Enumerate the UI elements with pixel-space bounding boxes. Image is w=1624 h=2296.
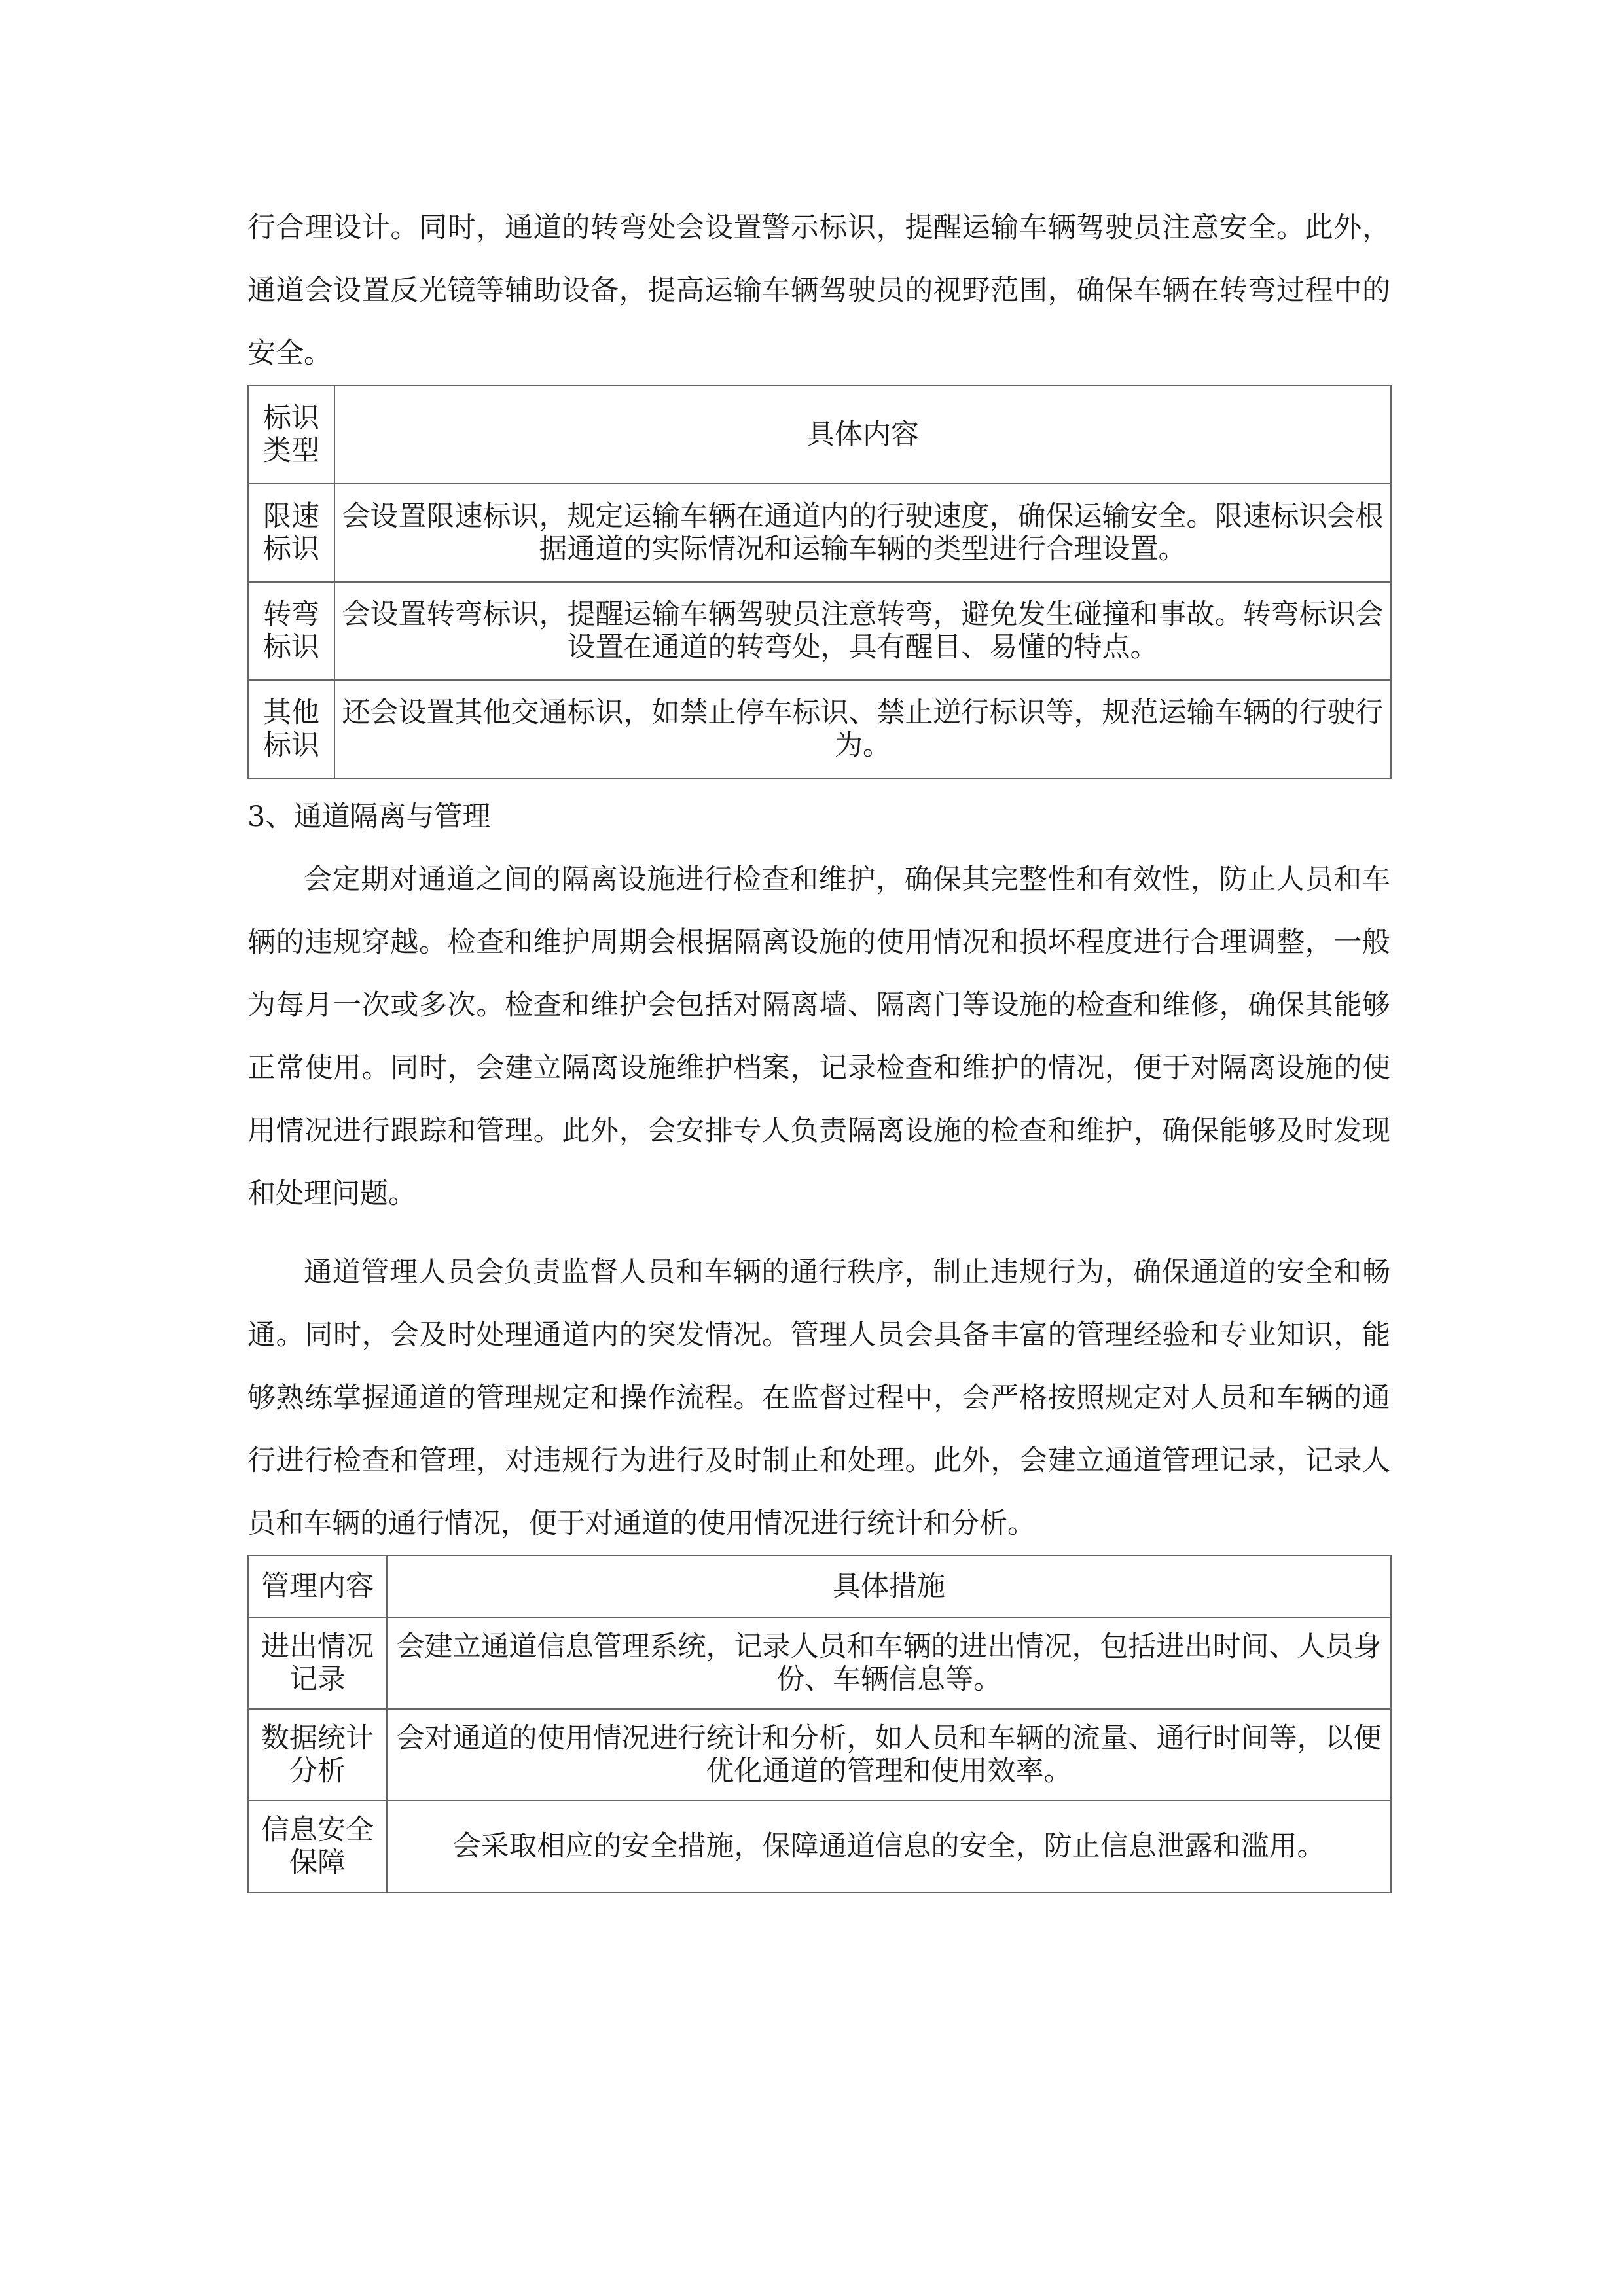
row-content: 会设置限速标识，规定运输车辆在通道内的行驶速度，确保运输安全。限速标识会根据通道的实际情况和运输车辆的类型进行合理设置。 [334,484,1391,582]
table-row [248,1801,1391,1892]
row-label: 其他标识 [248,680,334,778]
table-header-row [248,386,1391,484]
management-paragraph: 通道管理人员会负责监督人员和车辆的通行秩序，制止违规行为，确保通道的安全和畅通。同时，会及时处理通道内的突发情况。管理人员会具备丰富的管理经验和专业知识，能够熟练掌握通道的管理规定和操作流程。在监督过程中，会严格按照规定对人员和车辆的通行进行检查和管理，对违规行为进行及时制止和处理。此外，会建立通道管理记录，记录人员和车辆的通行情况，便于对通道的使用情况进行统计和分析。 [247,1256,1390,1540]
row-content: 会建立通道信息管理系统，记录人员和车辆的进出情况，包括进出时间、人员身份、车辆信息等。 [387,1617,1391,1709]
paragraph-spacer [247,1225,1390,1241]
row-label: 限速标识 [248,484,334,582]
header-management-item: 管理内容 [248,1556,387,1617]
row-label: 进出情况记录 [248,1617,387,1709]
header-sign-type: 标识类型 [248,386,334,484]
table-row [248,582,1391,680]
row-label: 信息安全保障 [248,1801,387,1892]
table-row [248,1709,1391,1801]
table-row [248,484,1391,582]
management-measures-table [247,1555,1392,1893]
section-heading: 3、通道隔离与管理 [247,800,491,833]
intro-paragraph: 行合理设计。同时，通道的转弯处会设置警示标识，提醒运输车辆驾驶员注意安全。此外，通道会设置反光镜等辅助设备，提高运输车辆驾驶员的视野范围，确保车辆在转弯过程中的安全。 [247,211,1390,370]
table-row [248,1617,1391,1709]
isolation-paragraph: 会定期对通道之间的隔离设施进行检查和维护，确保其完整性和有效性，防止人员和车辆的违规穿越。检查和维护周期会根据隔离设施的使用情况和损坏程度进行合理调整，一般为每月一次或多次。检查和维护会包括对隔离墙、隔离门等设施的检查和维修，确保其能够正常使用。同时，会建立隔离设施维护档案，记录检查和维护的情况，便于对隔离设施的使用情况进行跟踪和管理。此外，会安排专人负责隔离设施的检查和维护，确保能够及时发现和处理问题。 [247,863,1390,1210]
row-content: 会采取相应的安全措施，保障通道信息的安全，防止信息泄露和滥用。 [387,1801,1391,1892]
sign-type-table [247,385,1392,779]
row-label: 转弯标识 [248,582,334,680]
document-page [247,196,1390,1893]
row-content: 会设置转弯标识，提醒运输车辆驾驶员注意转弯，避免发生碰撞和事故。转弯标识会设置在通道的转弯处，具有醒目、易懂的特点。 [334,582,1391,680]
row-content: 还会设置其他交通标识，如禁止停车标识、禁止逆行标识等，规范运输车辆的行驶行为。 [334,680,1391,778]
table-header-row [248,1556,1391,1617]
table-row [248,680,1391,778]
row-label: 数据统计分析 [248,1709,387,1801]
header-content: 具体内容 [334,386,1391,484]
header-measures: 具体措施 [387,1556,1391,1617]
row-content: 会对通道的使用情况进行统计和分析，如人员和车辆的流量、通行时间等，以便优化通道的管理和使用效率。 [387,1709,1391,1801]
